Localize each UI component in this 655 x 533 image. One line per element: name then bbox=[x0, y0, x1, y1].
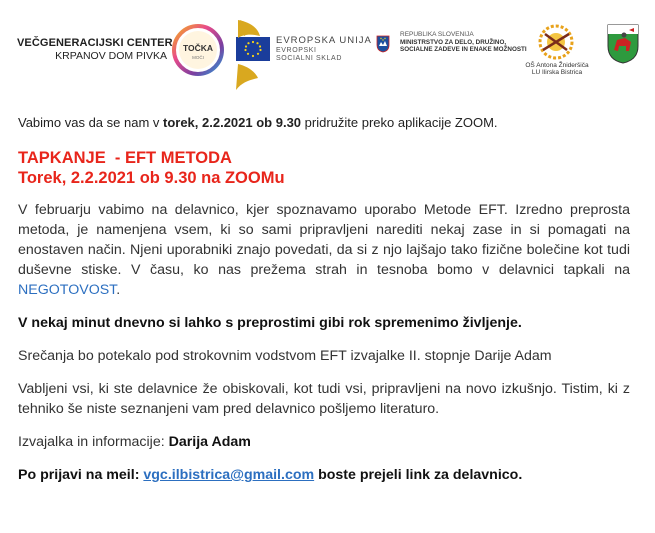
school-logo-icon bbox=[533, 22, 579, 62]
tocka-label: TOČKA bbox=[182, 43, 214, 53]
school-text bbox=[524, 62, 590, 77]
event-title-line2: Torek, 2.2.2021 ob 9.30 na ZOOMu bbox=[18, 169, 285, 187]
vgc-line1: VEČGENERACIJSKI CENTER bbox=[17, 37, 173, 49]
logo-header bbox=[0, 0, 655, 95]
negotovost-highlight: NEGOTOVOST bbox=[18, 282, 117, 298]
intro-pre: Vabimo vas da se nam v bbox=[18, 115, 163, 130]
school-line1: OŠ Antona Žnideršiča bbox=[525, 62, 589, 69]
ministry-line2: MINISTRSTVO ZA DELO, DRUŽINO, bbox=[400, 38, 507, 46]
signup-line bbox=[18, 465, 630, 485]
description-text: V februarju vabimo na delavnico, kjer spoznavamo uporabo Metode EFT. Izredno preprosta metoda, je namenjena vsem, ki so sami pripravljeni narediti nekaj zase in si pomagati na enostaven način. Njeni uporabniki znajo povedati, da si z njo lajšajo tako fizične bolečine kot tudi duševne stiske. V času, ko nas prežema strah in tesnoba bomo v delavnici tapkali na bbox=[18, 202, 630, 278]
ministry-text bbox=[400, 31, 527, 54]
contact-name: Darija Adam bbox=[168, 434, 251, 450]
vgc-logo-text bbox=[17, 37, 173, 62]
intro-date: torek, 2.2.2021 ob 9.30 bbox=[163, 115, 302, 130]
eu-title: EVROPSKA UNIJA bbox=[276, 35, 372, 46]
eu-sub2: SOCIALNI SKLAD bbox=[276, 54, 342, 62]
email-link[interactable]: vgc.ilbistrica@gmail.com bbox=[143, 467, 315, 483]
contact-line bbox=[18, 432, 630, 452]
facilitator-paragraph: Srečanja bo potekalo pod strokovnim vodstvom EFT izvajalke II. stopnje Darije Adam bbox=[18, 348, 552, 364]
eu-swirl-icon bbox=[232, 18, 266, 92]
slogan-paragraph: V nekaj minut dnevno si lahko s preprostimi gibi rok spremenimo življenje. bbox=[18, 315, 522, 331]
description-end: . bbox=[116, 282, 121, 298]
event-title-line1: TAPKANJE - EFT METODA bbox=[18, 149, 232, 167]
intro-line bbox=[18, 115, 630, 130]
invitation-content bbox=[18, 115, 630, 485]
tocka-moci-logo bbox=[172, 24, 224, 76]
intro-post: pridružite preko aplikacije ZOOM. bbox=[301, 115, 498, 130]
contact-label: Izvajalka in informacije: bbox=[18, 434, 169, 450]
signup-post: boste prejeli link za delavnico. bbox=[314, 467, 523, 483]
ministry-line1: REPUBLIKA SLOVENIJA bbox=[400, 31, 474, 38]
welcome-paragraph: Vabljeni vsi, ki ste delavnice že obiskovali, kot tudi vsi, pripravljeni na novo izkušnjo. Tistim, ki z tehniko še niste seznanjeni vam pred delavnico pošljemo literaturo. bbox=[18, 381, 630, 417]
slovenia-coat-of-arms-icon bbox=[376, 35, 390, 53]
signup-pre: Po prijavi na meil: bbox=[18, 467, 144, 483]
school-line2: LU Ilirska Bistrica bbox=[531, 69, 583, 77]
ministry-line3: SOCIALNE ZADEVE IN ENAKE MOŽNOSTI bbox=[400, 46, 527, 54]
tocka-sub: MOČI bbox=[192, 55, 204, 60]
vgc-line2: KRPANOV DOM PIVKA bbox=[55, 50, 167, 62]
eu-sub1: EVROPSKI bbox=[276, 46, 317, 54]
event-title bbox=[18, 148, 630, 188]
description-paragraph bbox=[18, 200, 630, 300]
ilirska-bistrica-shield-icon bbox=[607, 24, 639, 64]
eu-text bbox=[276, 36, 372, 63]
